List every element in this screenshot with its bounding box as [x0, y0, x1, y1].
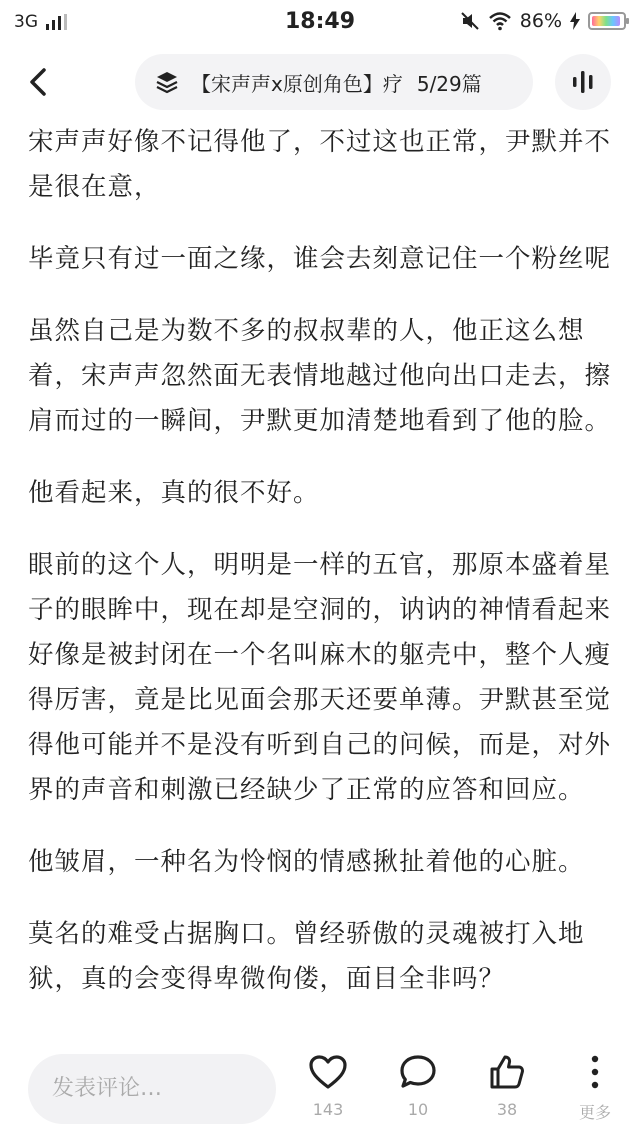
paragraph: 他皱眉，一种名为怜悯的情感揪扯着他的心脏。: [28, 847, 585, 877]
article-content: [28, 120, 612, 1038]
paragraph: 宋声声好像不记得他了，不过这也正常，尹默并不是很在意，: [28, 127, 612, 202]
thumbs-up-button[interactable]: [472, 1054, 542, 1119]
paragraph: 眼前的这个人，明明是一样的五官，那原本盛着星子的眼眸中，现在却是空洞的，讷讷的神情看起来好像是被封闭在一个名叫麻木的躯壳中，整个人瘦得厉害，竟是比见面会那天还要单薄。尹默甚至觉得他可能并不是没有听到自己的问候，而是，对外界的声音和刺激已经缺少了正常的应答和回应。: [28, 550, 612, 805]
comment-input[interactable]: 发表评论…: [28, 1054, 276, 1124]
chevron-left-icon[interactable]: [22, 64, 58, 100]
more-vertical-icon: [575, 1054, 615, 1090]
thumbs-up-count: 38: [496, 1100, 518, 1119]
paragraph: 虽然自己是为数不多的叔叔辈的人，他正这么想着，宋声声忽然面无表情地越过他向出口走去，擦肩而过的一瞬间，尹默更加清楚地看到了他的脸。: [28, 316, 612, 436]
network-type: 3G: [14, 12, 38, 32]
paragraph: 莫名的难受占据胸口。曾经骄傲的灵魂被打入地狱，真的会变得卑微佝偻，面目全非吗？: [28, 919, 585, 994]
layers-icon: [155, 70, 179, 94]
like-button[interactable]: [293, 1054, 363, 1119]
audio-button[interactable]: [555, 54, 611, 110]
heart-icon: [308, 1054, 348, 1090]
clock: 18:49: [284, 9, 356, 34]
book-title: 【宋声声x原创角色】疗: [191, 71, 403, 96]
like-count: 143: [312, 1100, 344, 1119]
wifi-icon: [488, 11, 512, 31]
bottom-action-bar: [0, 1040, 640, 1138]
comment-count: 10: [407, 1100, 429, 1119]
status-bar: [0, 0, 640, 44]
battery-percent: 86%: [519, 10, 562, 32]
mute-icon: [460, 11, 480, 31]
reader-header: [0, 50, 640, 114]
book-title-button[interactable]: [135, 54, 533, 110]
charging-icon: [570, 12, 580, 30]
more-label: 更多: [578, 1103, 611, 1122]
audio-wave-icon: [555, 54, 611, 110]
paragraph: 他看起来，真的很不好。: [28, 478, 320, 508]
more-button[interactable]: [560, 1054, 630, 1123]
comment-bubble-icon: [398, 1054, 438, 1090]
paragraph: 毕竟只有过一面之缘，谁会去刻意记住一个粉丝呢: [28, 244, 612, 274]
battery-icon: [588, 12, 626, 30]
chapter-indicator: 5/29篇: [416, 71, 482, 96]
comment-button[interactable]: [383, 1054, 453, 1119]
thumbs-up-icon: [487, 1054, 527, 1090]
